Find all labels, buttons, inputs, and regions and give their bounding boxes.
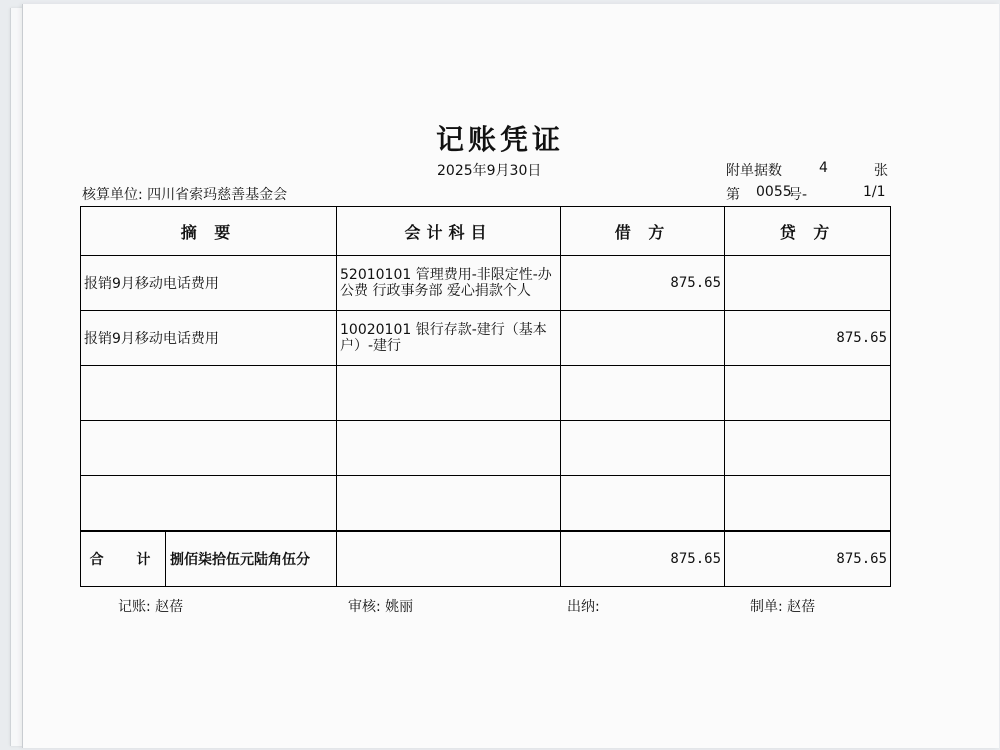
empty-cell (725, 366, 891, 421)
voucher-date: 2025年9月30日 (437, 163, 542, 179)
row-account: 52010101 管理费用-非限定性-办公费 行政事务部 爱心捐款个人 (337, 256, 561, 311)
empty-cell (337, 421, 561, 476)
voucher-number-suffix: 号- (788, 187, 808, 203)
empty-cell (81, 366, 337, 421)
header-credit: 贷 方 (725, 207, 891, 256)
header-debit: 借 方 (561, 207, 725, 256)
empty-cell (725, 421, 891, 476)
header-summary: 摘 要 (81, 207, 337, 256)
row-summary: 报销9月移动电话费用 (81, 256, 337, 311)
table-header-row (81, 207, 891, 256)
row-account: 10020101 银行存款-建行（基本户）-建行 (337, 311, 561, 366)
empty-cell (725, 476, 891, 532)
footer-preparer: 制单: 赵蓓 (750, 599, 816, 615)
row-credit (725, 256, 891, 311)
footer-cashier: 出纳: (567, 599, 600, 615)
empty-cell (337, 476, 561, 532)
attachment-count-line (726, 160, 888, 180)
total-label: 合 计 (81, 532, 166, 586)
attachment-unit: 张 (874, 163, 888, 179)
empty-cell (561, 366, 725, 421)
footer-bookkeeper: 记账: 赵蓓 (118, 599, 184, 615)
table-row (81, 311, 891, 366)
voucher-table (80, 206, 891, 587)
empty-cell (561, 421, 725, 476)
row-summary: 报销9月移动电话费用 (81, 311, 337, 366)
row-debit: 875.65 (561, 256, 725, 311)
empty-cell (337, 366, 561, 421)
total-row (81, 531, 891, 587)
empty-cell (81, 421, 337, 476)
voucher-title: 记账凭证 (435, 123, 564, 156)
table-row (81, 256, 891, 311)
voucher-number: 0055 (756, 184, 792, 200)
empty-cell (561, 476, 725, 532)
empty-cell (81, 476, 337, 532)
table-row-empty (81, 421, 891, 476)
total-credit: 875.65 (725, 531, 891, 587)
table-row-empty (81, 476, 891, 532)
attachment-label: 附单据数 (726, 163, 782, 179)
accounting-unit: 核算单位: 四川省索玛慈善基金会 (82, 187, 288, 203)
voucher-number-line (726, 184, 886, 204)
total-debit: 875.65 (561, 531, 725, 587)
total-amount-words: 捌佰柒拾伍元陆角伍分 (170, 552, 310, 568)
total-cell (81, 531, 337, 587)
row-debit (561, 311, 725, 366)
voucher-number-prefix: 第 (726, 187, 740, 203)
total-account-cell (337, 531, 561, 587)
footer-reviewer: 审核: 姚丽 (348, 599, 414, 615)
table-row-empty (81, 366, 891, 421)
attachment-count: 4 (819, 160, 828, 176)
row-credit: 875.65 (725, 311, 891, 366)
voucher-page: 1/1 (863, 184, 886, 200)
header-account: 会计科目 (337, 207, 561, 256)
